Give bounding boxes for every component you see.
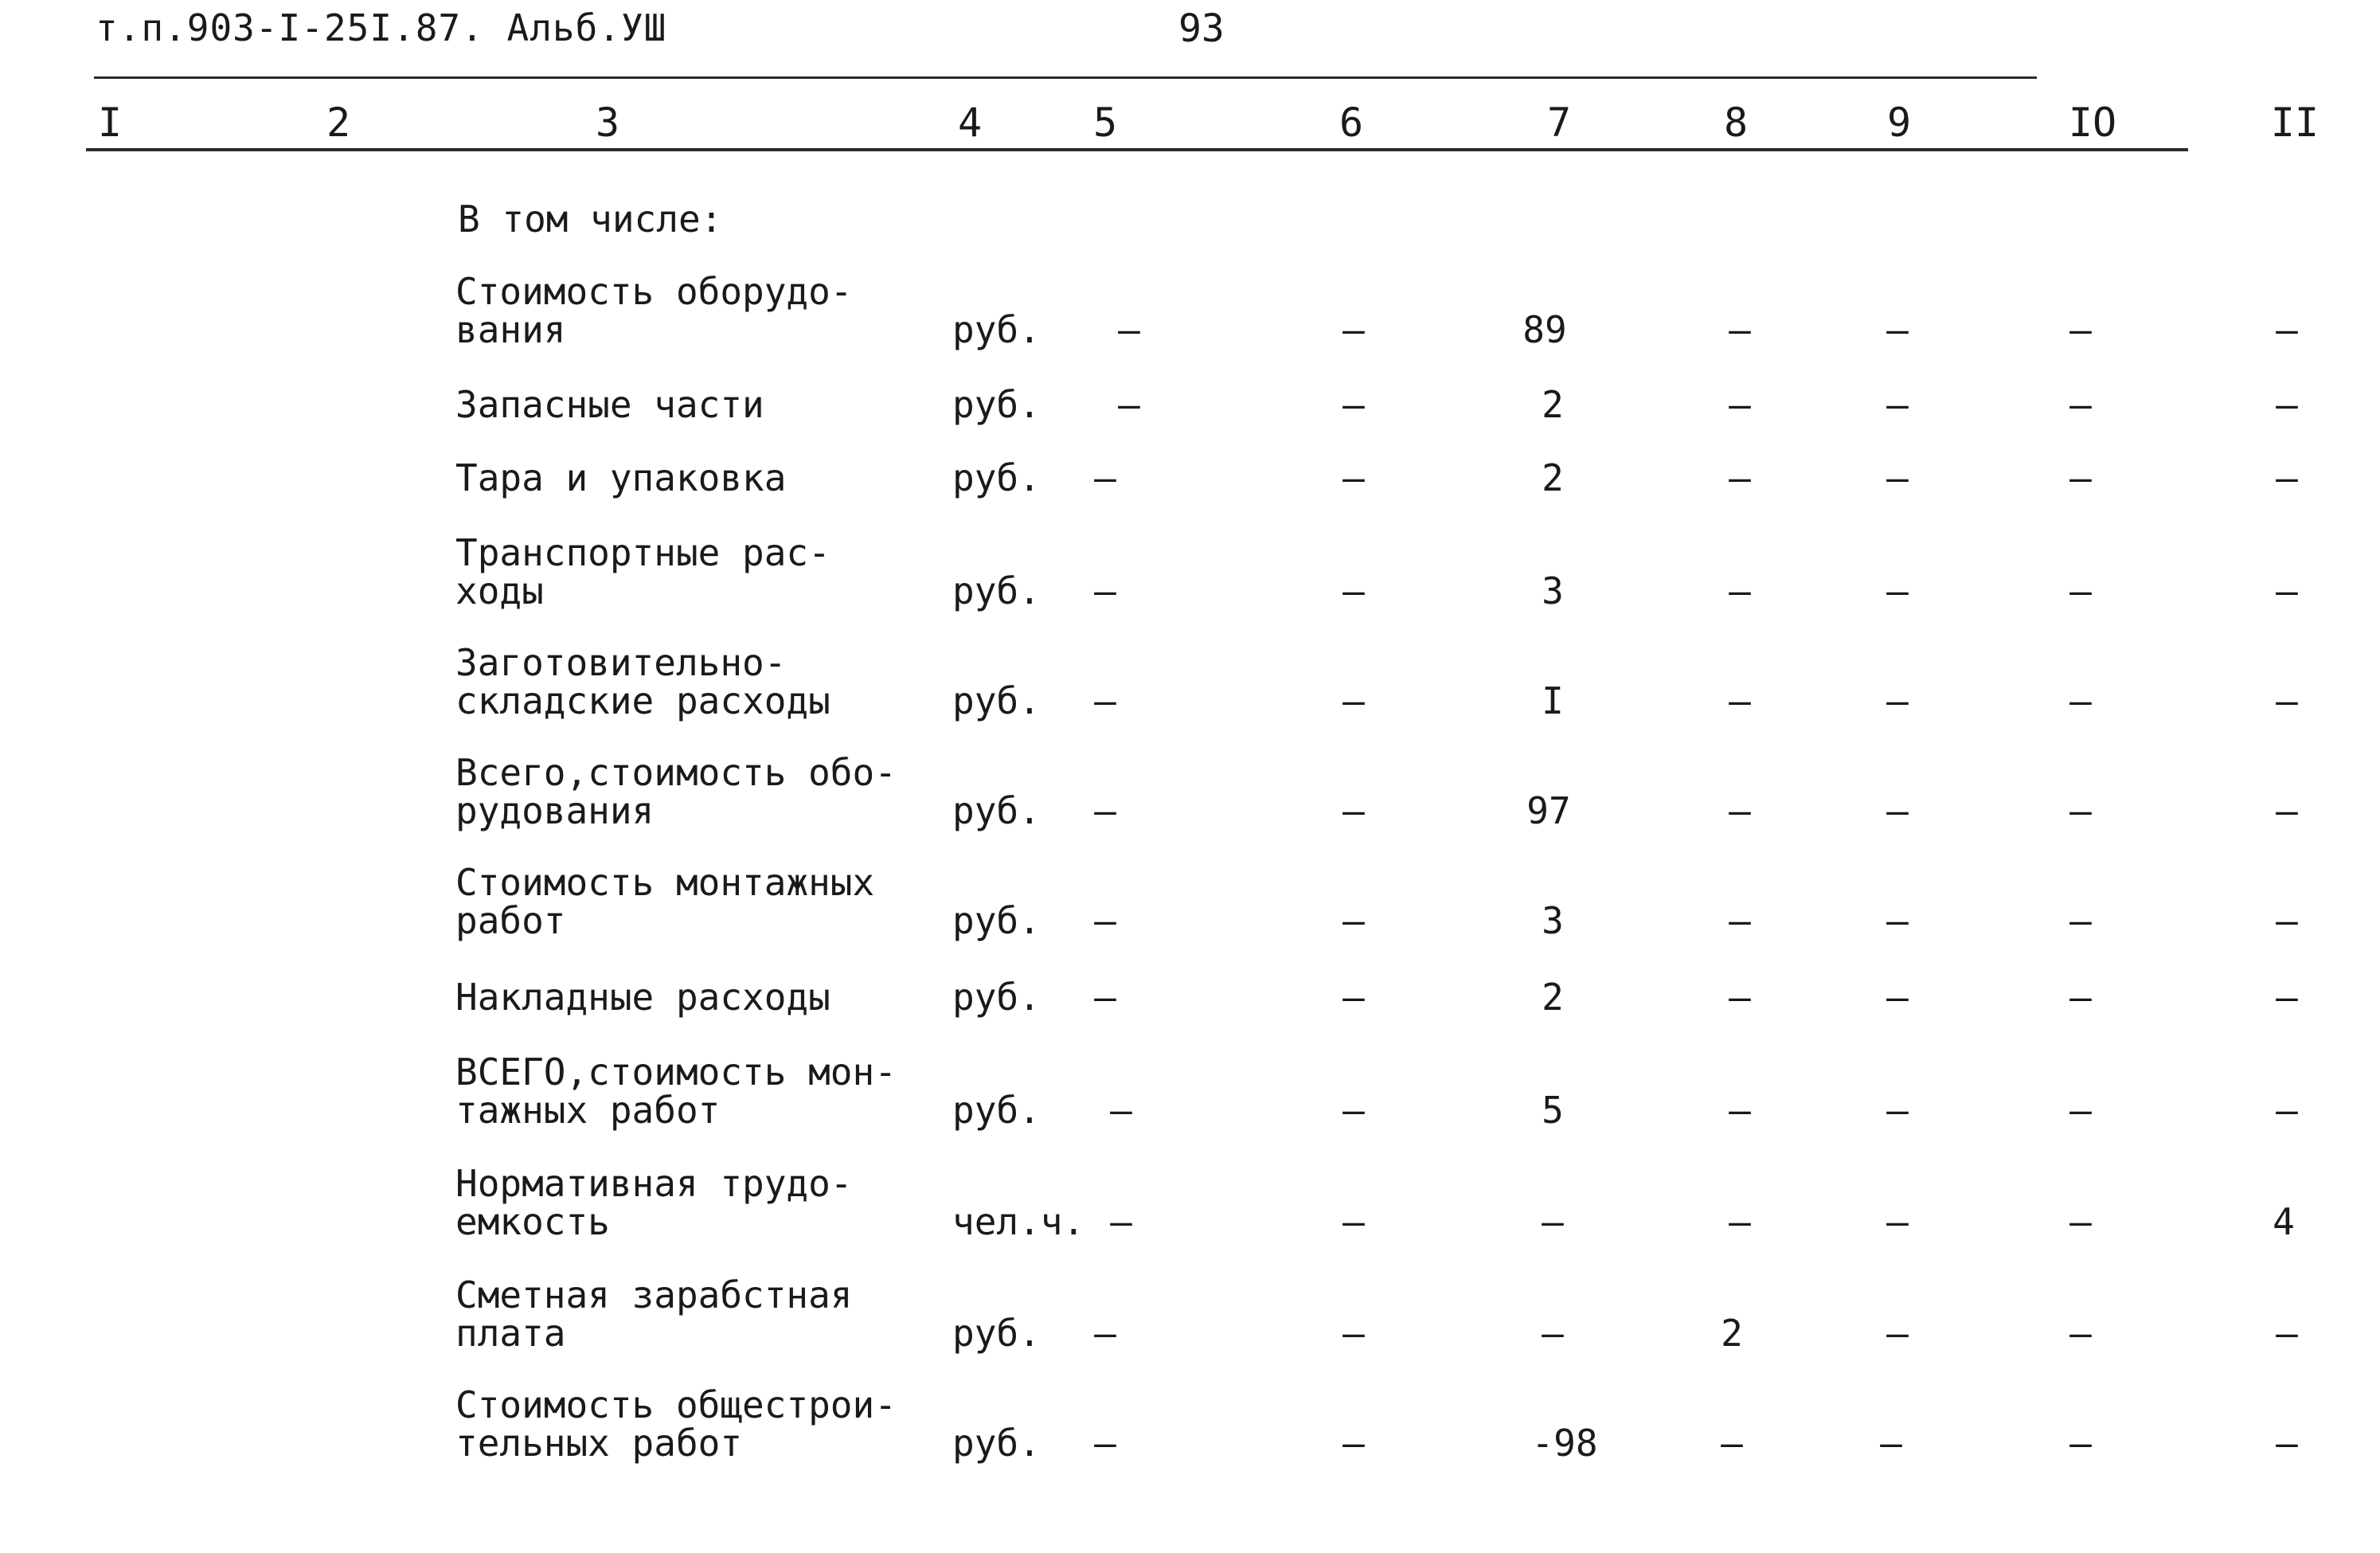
cell-col5: – (1094, 789, 1116, 832)
cell-col6: – (1342, 679, 1365, 722)
cell-col11: 4 (2273, 1200, 2295, 1243)
cell-col6: – (1342, 1422, 1365, 1465)
cell-col8: – (1729, 789, 1751, 832)
cell-col6: – (1342, 1089, 1365, 1132)
cell-col7: 2 (1542, 976, 1564, 1019)
row-unit: руб. (952, 679, 1041, 722)
cell-col10: – (2069, 789, 2092, 832)
cell-col9: – (1886, 789, 1909, 832)
cell-col11: – (2276, 569, 2298, 612)
cell-col7: – (1542, 1312, 1564, 1355)
cell-col10: – (2069, 976, 2092, 1019)
row-label: Стоимость общестрои- тельных работ (455, 1383, 897, 1465)
row-label: Всего,стоимость обо- рудования (455, 751, 897, 832)
cell-col9: – (1886, 383, 1909, 426)
cell-col6: – (1342, 1312, 1365, 1355)
cell-col11: – (2276, 1312, 2298, 1355)
cell-col6: – (1342, 976, 1365, 1019)
cell-col11: – (2276, 1089, 2298, 1132)
cell-col5: – (1094, 456, 1116, 499)
cell-col9: – (1886, 456, 1909, 499)
column-number: 7 (1546, 100, 1572, 146)
cell-col11: – (2276, 679, 2298, 722)
row-label: Накладные расходы (455, 976, 830, 1019)
row-label: Запасные части (455, 383, 764, 426)
cell-col6: – (1342, 899, 1365, 942)
table-row (0, 1383, 2380, 1465)
row-unit: руб. (952, 789, 1041, 832)
cell-col5: – (1094, 1312, 1116, 1355)
table-row (0, 269, 2380, 349)
cell-col5: – (1118, 308, 1140, 351)
cell-col8: – (1729, 383, 1751, 426)
table-row (0, 1161, 2380, 1241)
column-number-row (0, 100, 2380, 147)
cell-col8: – (1729, 899, 1751, 942)
cell-col9: – (1886, 679, 1909, 722)
cell-col7: 2 (1542, 383, 1564, 426)
cell-col8: 2 (1721, 1312, 1743, 1355)
cell-col10: – (2069, 569, 2092, 612)
table-row (0, 937, 2380, 1019)
intro-text: В том числе: (458, 198, 723, 241)
row-label: Стоимость монтажных работ (455, 861, 875, 942)
cell-col11: – (2276, 976, 2298, 1019)
row-label: Транспортные рас- ходы (455, 531, 830, 612)
column-number: 2 (326, 100, 351, 146)
column-number: I (97, 100, 123, 146)
column-number: II (2270, 100, 2319, 146)
cell-col8: – (1729, 1200, 1751, 1243)
cell-col9: – (1886, 1312, 1909, 1355)
cell-col11: – (2276, 456, 2298, 499)
cell-col6: – (1342, 569, 1365, 612)
cell-col10: – (2069, 1422, 2092, 1465)
cell-col11: – (2276, 1422, 2298, 1465)
cell-col8: – (1729, 679, 1751, 722)
cell-col5: – (1118, 383, 1140, 426)
cell-col6: – (1342, 456, 1365, 499)
row-label: Нормативная трудо- емкость (455, 1162, 853, 1243)
cell-col6: – (1342, 308, 1365, 351)
cell-col8: – (1729, 976, 1751, 1019)
cell-col5: – (1110, 1089, 1132, 1132)
column-number: 8 (1723, 100, 1749, 146)
row-unit: руб. (952, 1422, 1041, 1465)
cell-col10: – (2069, 383, 2092, 426)
cell-col11: – (2276, 308, 2298, 351)
row-unit: руб. (952, 456, 1041, 499)
row-unit: руб. (952, 1312, 1041, 1355)
table-row (0, 344, 2380, 424)
column-number: 5 (1092, 100, 1118, 146)
cell-col11: – (2276, 383, 2298, 426)
cell-col9: – (1880, 1422, 1902, 1465)
cell-col9: – (1886, 899, 1909, 942)
cell-col9: – (1886, 1089, 1909, 1132)
cell-col10: – (2069, 679, 2092, 722)
cell-col7: -98 (1531, 1422, 1598, 1465)
row-unit: руб. (952, 383, 1041, 426)
table-row (0, 750, 2380, 830)
page-number: 93 (1178, 6, 1225, 51)
cell-col9: – (1886, 569, 1909, 612)
cell-col7: 3 (1542, 899, 1564, 942)
cell-col10: – (2069, 1089, 2092, 1132)
cell-col10: – (2069, 1200, 2092, 1243)
column-number: 3 (595, 100, 620, 146)
cell-col5: – (1094, 679, 1116, 722)
cell-col8: – (1721, 1422, 1743, 1465)
cell-col9: – (1886, 308, 1909, 351)
cell-col8: – (1729, 456, 1751, 499)
cell-col7: 89 (1522, 308, 1567, 351)
cell-col6: – (1342, 789, 1365, 832)
cell-col9: – (1886, 1200, 1909, 1243)
column-number: 6 (1339, 100, 1364, 146)
cell-col7: 3 (1542, 569, 1564, 612)
row-label: Тара и упаковка (455, 456, 787, 499)
table-row (0, 417, 2380, 497)
cell-col9: – (1886, 976, 1909, 1019)
column-header-rule (86, 148, 2188, 151)
row-unit: руб. (952, 1089, 1041, 1132)
cell-col5: – (1110, 1200, 1132, 1243)
table-row (0, 860, 2380, 940)
cell-col5: – (1094, 976, 1116, 1019)
cell-col8: – (1729, 569, 1751, 612)
cell-col10: – (2069, 899, 2092, 942)
cell-col5: – (1094, 899, 1116, 942)
cell-col5: – (1094, 1422, 1116, 1465)
row-unit: чел.ч. (952, 1200, 1085, 1243)
cell-col6: – (1342, 383, 1365, 426)
cell-col7: 2 (1542, 456, 1564, 499)
cell-col5: – (1094, 569, 1116, 612)
cell-col6: – (1342, 1200, 1365, 1243)
column-number: IO (2068, 100, 2117, 146)
cell-col7: 5 (1542, 1089, 1564, 1132)
table-row (0, 1273, 2380, 1355)
column-number: 4 (957, 100, 983, 146)
cell-col11: – (2276, 789, 2298, 832)
row-unit: руб. (952, 976, 1041, 1019)
table-row (0, 640, 2380, 720)
table-row (0, 1050, 2380, 1132)
cell-col7: – (1542, 1200, 1564, 1243)
row-label: ВСЕГО,стоимость мон- тажных работ (455, 1050, 897, 1132)
cell-col10: – (2069, 1312, 2092, 1355)
column-number: 9 (1886, 100, 1912, 146)
document-code: т.п.903-I-25I.87. Альб.УШ (96, 6, 667, 49)
cell-col7: I (1542, 679, 1564, 722)
row-unit: руб. (952, 569, 1041, 612)
cell-col11: – (2276, 899, 2298, 942)
cell-col8: – (1729, 1089, 1751, 1132)
row-unit: руб. (952, 899, 1041, 942)
row-label: Сметная зарабстная плата (455, 1273, 853, 1355)
table-row (0, 530, 2380, 610)
row-label: Стоимость оборудо- вания (455, 270, 853, 351)
row-unit: руб. (952, 308, 1041, 351)
row-label: Заготовительно- складские расходы (455, 641, 830, 722)
header-rule (94, 76, 2037, 79)
cell-col10: – (2069, 456, 2092, 499)
cell-col8: – (1729, 308, 1751, 351)
cell-col10: – (2069, 308, 2092, 351)
cell-col7: 97 (1526, 789, 1571, 832)
